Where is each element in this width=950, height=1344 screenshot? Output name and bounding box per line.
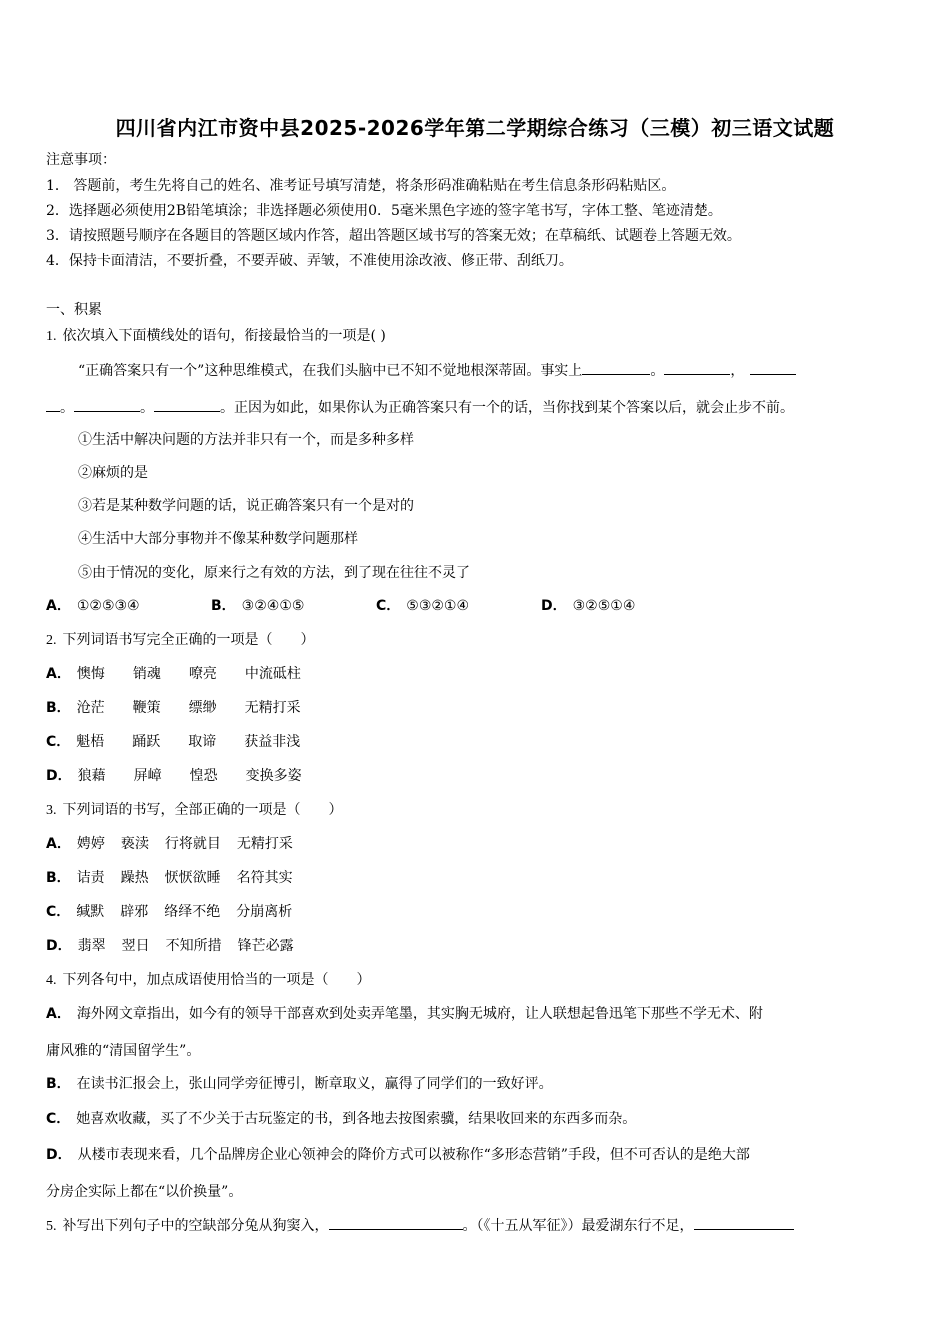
paragraph-text: 。正因为如此，如果你认为正确答案只有一个的话，当你找到某个答案以后，就会止步不前。 [220, 400, 794, 416]
question-1-paragraph-line1 [78, 360, 796, 381]
question-number: 3. [46, 803, 57, 818]
paragraph-text: “正确答案只有一个”这种思维模式，在我们头脑中已不知不觉地根深蒂固。事实上 [78, 363, 583, 379]
option-c[interactable]: C． ⑤③②①④ [376, 598, 470, 614]
section-heading: 一、积累 [46, 302, 102, 318]
question-1-stem [46, 326, 386, 347]
question-4-stem [46, 970, 371, 991]
question-number: 5. [46, 1219, 57, 1234]
option-a[interactable]: A． 娉婷 亵渎 行将就目 无精打采 [46, 836, 293, 852]
question-3-stem [46, 800, 343, 821]
notice-item: 3．请按照题号顺序在各题目的答题区域内作答，超出答题区域书写的答案无效；在草稿纸、试题卷上答题无效。 [46, 228, 741, 244]
answer-blank[interactable] [582, 360, 650, 375]
question-text: 。（《十五从军征》）最爱湖东行不足， [462, 1218, 694, 1234]
option-c[interactable]: C． 她喜欢收藏，买了不少关于古玩鉴定的书，到各地去按图索骥，结果收回来的东西多而杂。 [46, 1111, 637, 1127]
answer-blank[interactable] [329, 1215, 463, 1230]
question-text: 下列各句中，加点成语使用恰当的一项是（ ） [62, 972, 371, 988]
question-1-options [46, 596, 706, 616]
option-a[interactable]: A． 海外网文章指出，如今有的领导干部喜欢到处卖弄笔墨，其实胸无城府，让人联想起鲁迅笔下那些不学无术、附 [46, 1006, 763, 1022]
sentence-item: ③若是某种数学问题的话，说正确答案只有一个是对的 [78, 498, 414, 514]
page-title: 四川省内江市资中县2025-2026学年第二学期综合练习（三模）初三语文试题 [115, 116, 835, 140]
punctuation: 。 [140, 400, 154, 416]
punctuation: ， [730, 363, 745, 379]
option-b[interactable]: B． 诘责 躁热 恹恹欲睡 名符其实 [46, 870, 293, 886]
option-d[interactable]: D． 狼藉 屏嶂 惶恐 变换多姿 [46, 768, 302, 784]
option-d[interactable]: D． ③②⑤①④ [541, 598, 636, 614]
question-2-stem [46, 630, 315, 651]
answer-blank[interactable] [750, 360, 796, 375]
option-a-continued: 庸风雅的“清国留学生”。 [46, 1043, 201, 1059]
punctuation: 。 [650, 363, 665, 379]
question-1-paragraph-line2 [46, 397, 794, 418]
notice-item: 4．保持卡面清洁，不要折叠，不要弄破、弄皱，不准使用涂改液、修正带、刮纸刀。 [46, 253, 573, 269]
option-a[interactable]: A． ①②⑤③④ [46, 598, 140, 614]
answer-blank[interactable] [154, 397, 220, 412]
notice-item: 2．选择题必须使用2B铅笔填涂；非选择题必须使用0．5毫米黑色字迹的签字笔书写，字体工整、笔迹清楚。 [46, 203, 722, 219]
answer-blank[interactable] [74, 397, 140, 412]
notice-heading: 注意事项： [46, 152, 116, 168]
question-text: 下列词语书写完全正确的一项是（ ） [62, 632, 315, 648]
option-d[interactable]: D． 从楼市表现来看，几个品牌房企业心领神会的降价方式可以被称作“多形态营销”手段，但不可否认的是绝大部 [46, 1147, 750, 1163]
question-number: 1. [46, 329, 57, 344]
answer-blank[interactable] [46, 397, 60, 412]
notice-item: 1． 答题前，考生先将自己的姓名、准考证号填写清楚，将条形码准确粘贴在考生信息条形码粘贴区。 [46, 178, 676, 194]
sentence-item: ⑤由于情况的变化，原来行之有效的方法，到了现在往往不灵了 [78, 565, 470, 581]
option-d[interactable]: D． 翡翠 翌日 不知所措 锋芒必露 [46, 938, 294, 954]
sentence-item: ②麻烦的是 [78, 465, 148, 481]
answer-blank[interactable] [664, 360, 730, 375]
option-c[interactable]: C． 魁梧 踊跃 取谛 获益非浅 [46, 734, 301, 750]
option-b[interactable]: B． ③②④①⑤ [211, 598, 305, 614]
sentence-item: ①生活中解决问题的方法并非只有一个，而是多种多样 [78, 432, 414, 448]
option-a[interactable]: A． 懊悔 销魂 嘹亮 中流砥柱 [46, 666, 301, 682]
option-c[interactable]: C． 缄默 辟邪 络绎不绝 分崩离析 [46, 904, 293, 920]
question-5-stem [46, 1215, 794, 1237]
option-b[interactable]: B． 沧茫 鞭策 缥缈 无精打采 [46, 700, 301, 716]
option-b[interactable]: B． 在读书汇报会上，张山同学旁征博引，断章取义，赢得了同学们的一致好评。 [46, 1076, 553, 1092]
option-d-continued: 分房企实际上都在“以价换量”。 [46, 1184, 243, 1200]
question-text: 补写出下列句子中的空缺部分兔从狗窦入， [62, 1218, 329, 1234]
sentence-item: ④生活中大部分事物并不像某种数学问题那样 [78, 531, 358, 547]
question-number: 4. [46, 973, 57, 988]
punctuation: 。 [60, 400, 74, 416]
answer-blank[interactable] [694, 1215, 794, 1230]
question-text: 下列词语的书写，全部正确的一项是（ ） [62, 802, 343, 818]
question-text: 依次填入下面横线处的语句，衔接最恰当的一项是( ) [62, 328, 386, 344]
question-number: 2. [46, 633, 57, 648]
